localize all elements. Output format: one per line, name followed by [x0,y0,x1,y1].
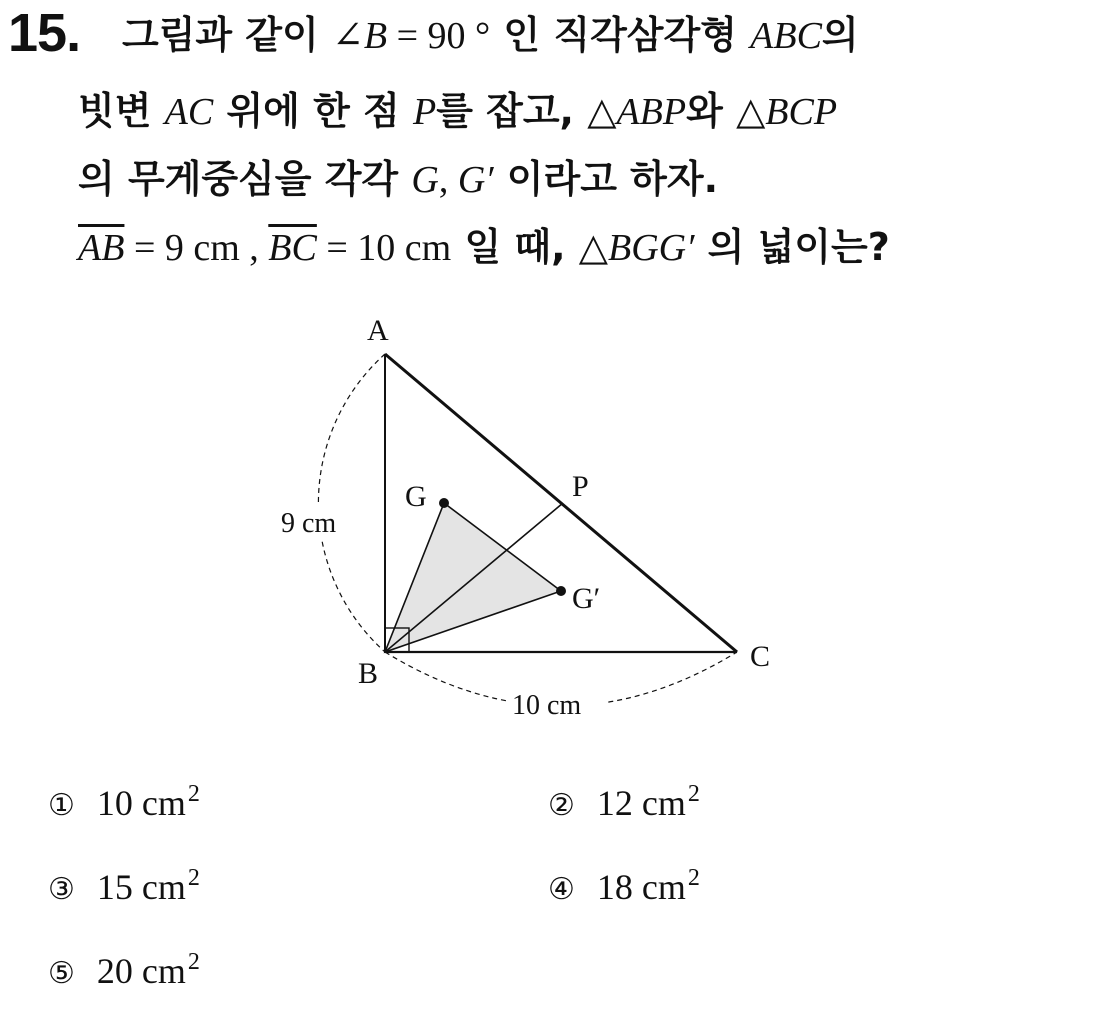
triangle-bgg-label: BGG′ [608,227,695,269]
choice-value: 12 cm [596,783,686,823]
answer-choice-5[interactable] [48,950,200,989]
triangle-symbol: △ [587,91,617,133]
answer-choice-4[interactable] [548,866,700,905]
angle-symbol: ∠ [332,15,364,57]
vertex-b-label: B [358,657,379,690]
text-segment: 인 직각삼각형 [490,13,751,57]
text-segment: 위에 한 점 [213,89,413,133]
triangle-bcp-label: BCP [765,91,838,133]
choice-exponent: 2 [187,949,200,975]
triangle-abp-label: ABP [616,91,687,133]
choice-exponent: 2 [187,781,200,807]
comma: , [438,159,458,201]
length-bc: = 10 cm [316,227,452,269]
vertex-b-variable: B [363,15,388,57]
point-p-label: P [412,91,437,133]
point-g-label: G [405,480,427,513]
triangle-symbol: △ [578,227,608,269]
segment-ab-label: $\overline{AB}$ [78,227,125,269]
text-segment: 빗변 [78,89,165,133]
centroid-g-prime-label: G′ [457,159,494,201]
text-segment: 의 [821,13,859,57]
choice-number: ① [48,788,75,823]
hypotenuse-ac-label: AC [164,91,214,133]
choice-value: 20 cm [96,951,186,991]
choice-number: ③ [48,872,75,907]
dimension-arc-ab [318,354,385,652]
point-g-prime-dot [556,586,566,596]
answer-choice-1[interactable] [48,782,200,821]
point-p-label: P [572,470,589,503]
point-g-prime-label: G′ [572,582,601,615]
triangle-abc-label: ABC [750,15,822,57]
segment-bc-label: $\overline{BC}$ [268,227,317,269]
vertex-a-label: A [367,314,389,347]
text-segment: 의 넓이는? [694,225,890,269]
choice-value: 10 cm [96,783,186,823]
choice-exponent: 2 [687,865,700,891]
question-number: 15. [8,3,81,63]
answer-choice-2[interactable] [548,782,700,821]
choice-number: ⑤ [48,956,75,991]
side-bc-length-label: 10 cm [512,690,582,721]
vertex-c-label: C [750,640,771,673]
answer-choice-3[interactable] [48,866,200,905]
angle-value: = 90 ° [387,15,491,57]
choice-exponent: 2 [687,781,700,807]
choice-exponent: 2 [187,865,200,891]
text-segment: 의 무게중심을 각각 [78,157,412,201]
length-ab: = 9 cm , [124,227,269,269]
text-segment: 이라고 하자. [493,157,719,201]
choice-number: ② [548,788,575,823]
text-segment: 와 [686,89,737,133]
point-g-dot [439,498,449,508]
choice-value: 15 cm [96,867,186,907]
text-segment: 그림과 같이 [122,13,332,57]
text-segment: 를 잡고, [436,89,588,133]
side-ab-length-label: 9 cm [281,508,337,539]
choice-value: 18 cm [596,867,686,907]
triangle-symbol: △ [736,91,766,133]
text-segment: 일 때, [451,225,579,269]
centroid-g-label: G [411,159,439,201]
choice-number: ④ [548,872,575,907]
